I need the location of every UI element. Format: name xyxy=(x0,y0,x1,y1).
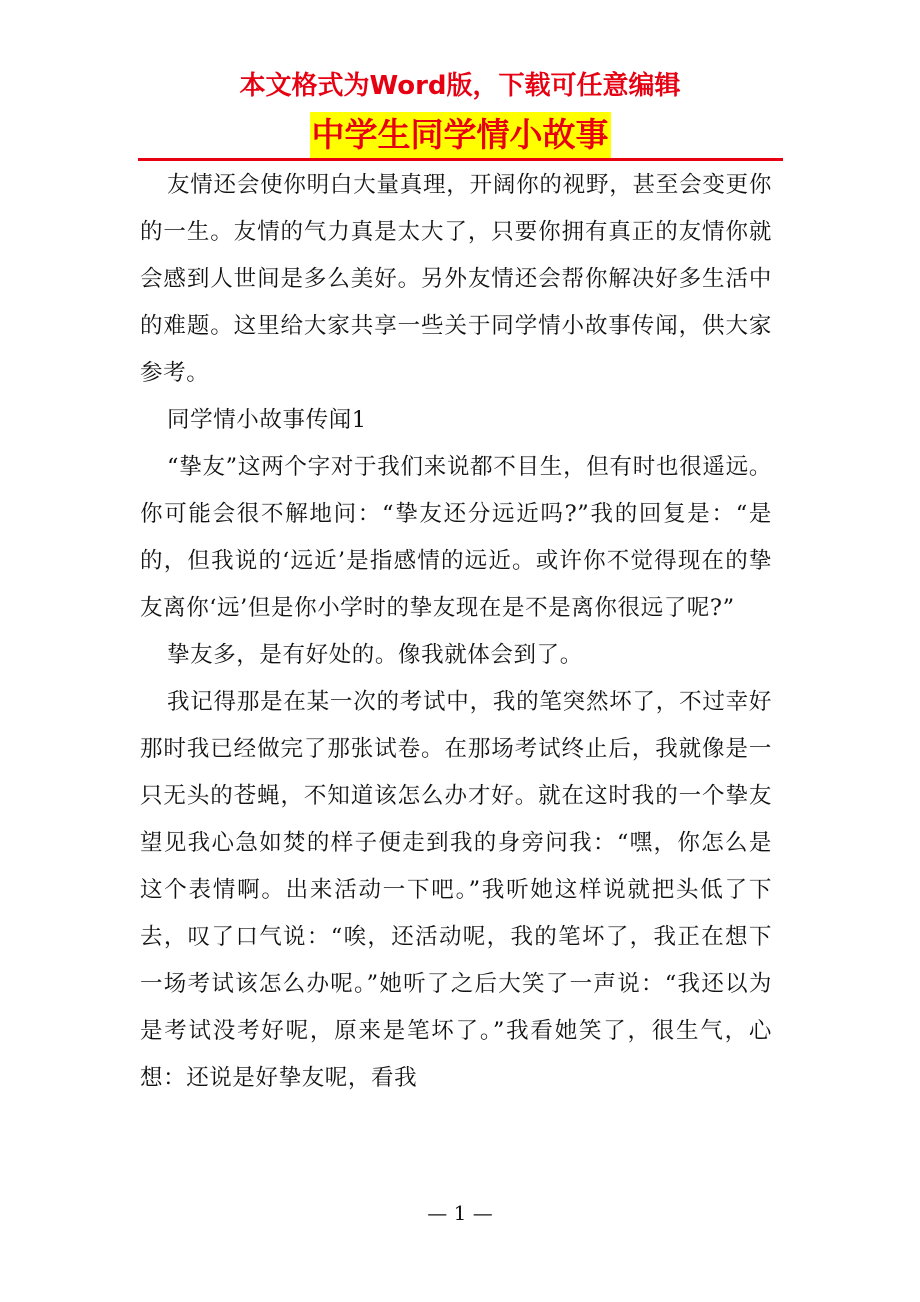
paragraph-intro: 友情还会使你明白大量真理，开阔你的视野，甚至会变更你的一生。友情的气力真是太大了，只要你拥有真正的友情你就会感到人世间是多么美好。另外友情还会帮你解决好多生活中的难题。这里给大家共享一些关于同学情小故事传闻，供大家参考。 xyxy=(140,172,772,386)
format-notice-banner: 本文格式为Word版，下载可任意编辑 xyxy=(239,71,681,101)
document-body xyxy=(140,162,772,1102)
page-number: — 1 — xyxy=(427,1201,493,1225)
section-heading: 同学情小故事传闻1 xyxy=(167,407,367,433)
document-title: 中学生同学情小故事 xyxy=(310,112,611,158)
title-divider xyxy=(138,158,783,161)
paragraph: 我记得那是在某一次的考试中，我的笔突然坏了，不过幸好那时我已经做完了那张试卷。在那场考试终止后，我就像是一只无头的苍蝇，不知道该怎么办才好。就在这时我的一个挚友望见我心急如焚的样子便走到我的身旁问我：“嘿，你怎么是这个表情啊。出来活动一下吧。”我听她这样说就把头低了下去，叹了口气说：“唉，还活动呢，我的笔坏了，我正在想下一场考试该怎么办呢。”她听了之后大笑了一声说：“我还以为是考试没考好呢，原来是笔坏了。”我看她笑了，很生气，心想：还说是好挚友呢，看我 xyxy=(140,689,772,1091)
paragraph: “挚友”这两个字对于我们来说都不目生，但有时也很遥远。你可能会很不解地问：“挚友还分远近吗?”我的回复是：“是的，但我说的‘远近’是指感情的远近。或许你不觉得现在的挚友离你‘远’但是你小学时的挚友现在是不是离你很远了呢?” xyxy=(140,454,772,621)
title-container xyxy=(0,112,920,158)
paragraph: 挚友多，是有好处的。像我就体会到了。 xyxy=(167,642,583,668)
